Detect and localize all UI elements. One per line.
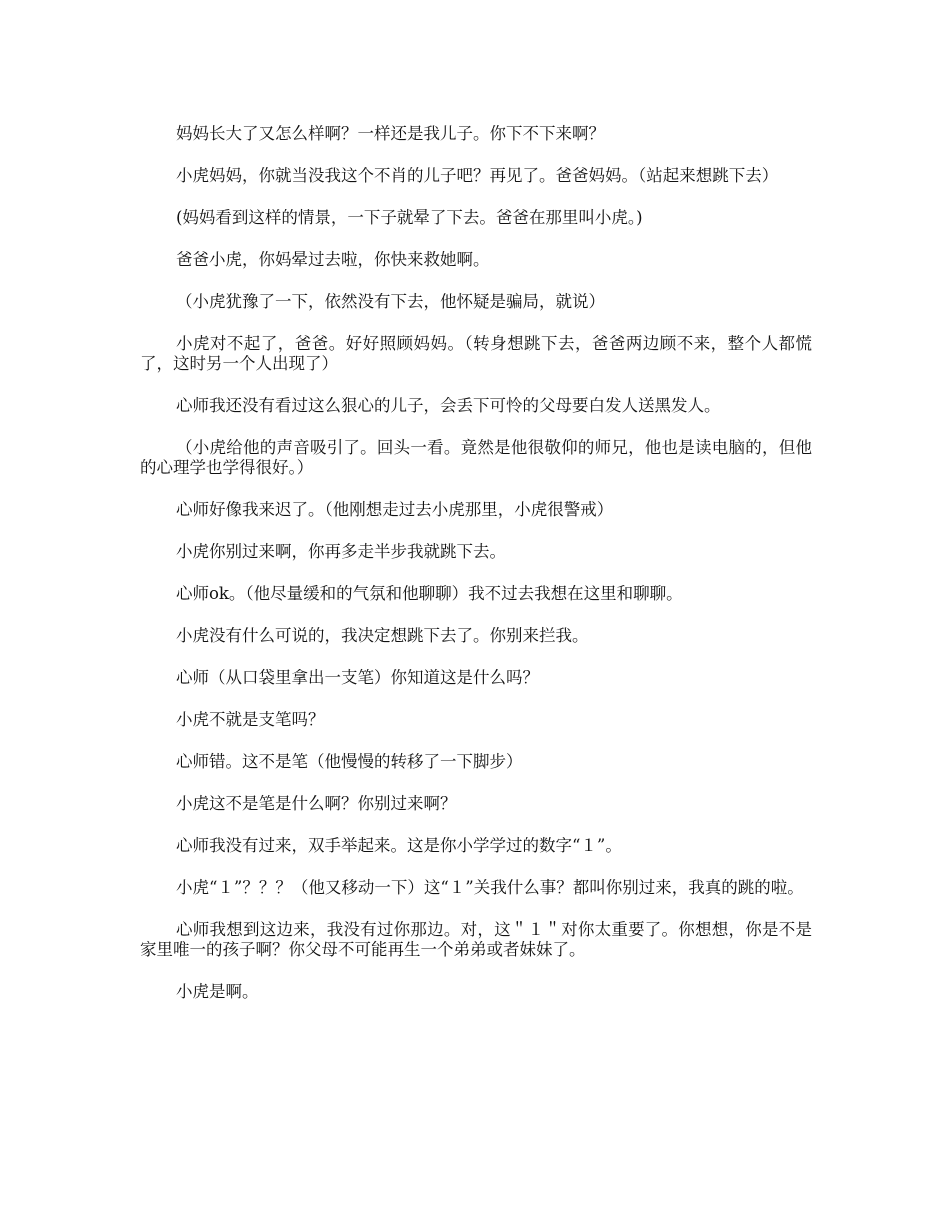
paragraph: 小虎“１”？？？（他又移动一下）这“１”关我什么事？都叫你别过来，我真的跳的啦。 — [176, 878, 804, 897]
paragraph: 心师我还没有看过这么狠心的儿子，会丢下可怜的父母要白发人送黑发人。 — [176, 396, 721, 415]
paragraph: 小虎是啊。 — [176, 982, 259, 1001]
paragraph: 心师错。这不是笔（他慢慢的转移了一下脚步） — [176, 752, 523, 771]
paragraph: 小虎妈妈，你就当没我这个不肖的儿子吧？再见了。爸爸妈妈。（站起来想跳下去） — [176, 166, 779, 185]
paragraph: 心师（从口袋里拿出一支笔）你知道这是什么吗？ — [176, 668, 539, 687]
paragraph: 小虎你别过来啊，你再多走半步我就跳下去。 — [176, 542, 506, 561]
paragraph: （小虎给他的声音吸引了。回头一看。竟然是他很敬仰的师兄，他也是读电脑的，但他的心理学也学得很好。） — [140, 438, 812, 477]
paragraph: 小虎对不起了，爸爸。好好照顾妈妈。（转身想跳下去，爸爸两边顾不来，整个人都慌了，这时另一个人出现了） — [140, 334, 812, 373]
document-page — [140, 124, 812, 1024]
paragraph: (妈妈看到这样的情景，一下子就晕了下去。爸爸在那里叫小虎。) — [176, 208, 643, 227]
paragraph: 妈妈长大了又怎么样啊？一样还是我儿子。你下不下来啊？ — [176, 124, 605, 143]
paragraph: （小虎犹豫了一下，依然没有下去，他怀疑是骗局，就说） — [176, 292, 605, 311]
paragraph: 爸爸小虎，你妈晕过去啦，你快来救她啊。 — [176, 250, 490, 269]
paragraph: 心师我想到这边来，我没有过你那边。对，这＂１＂对你太重要了。你想想，你是不是家里唯一的孩子啊？你父母不可能再生一个弟弟或者妹妹了。 — [140, 920, 812, 959]
paragraph: 心师ok。（他尽量缓和的气氛和他聊聊）我不过去我想在这里和聊聊。 — [176, 584, 683, 603]
paragraph: 小虎没有什么可说的，我决定想跳下去了。你别来拦我。 — [176, 626, 589, 645]
paragraph: 心师好像我来迟了。（他刚想走过去小虎那里，小虎很警戒） — [176, 500, 614, 519]
paragraph: 心师我没有过来，双手举起来。这是你小学学过的数字“１”。 — [176, 836, 622, 855]
paragraph: 小虎这不是笔是什么啊？你别过来啊？ — [176, 794, 457, 813]
paragraph: 小虎不就是支笔吗？ — [176, 710, 325, 729]
